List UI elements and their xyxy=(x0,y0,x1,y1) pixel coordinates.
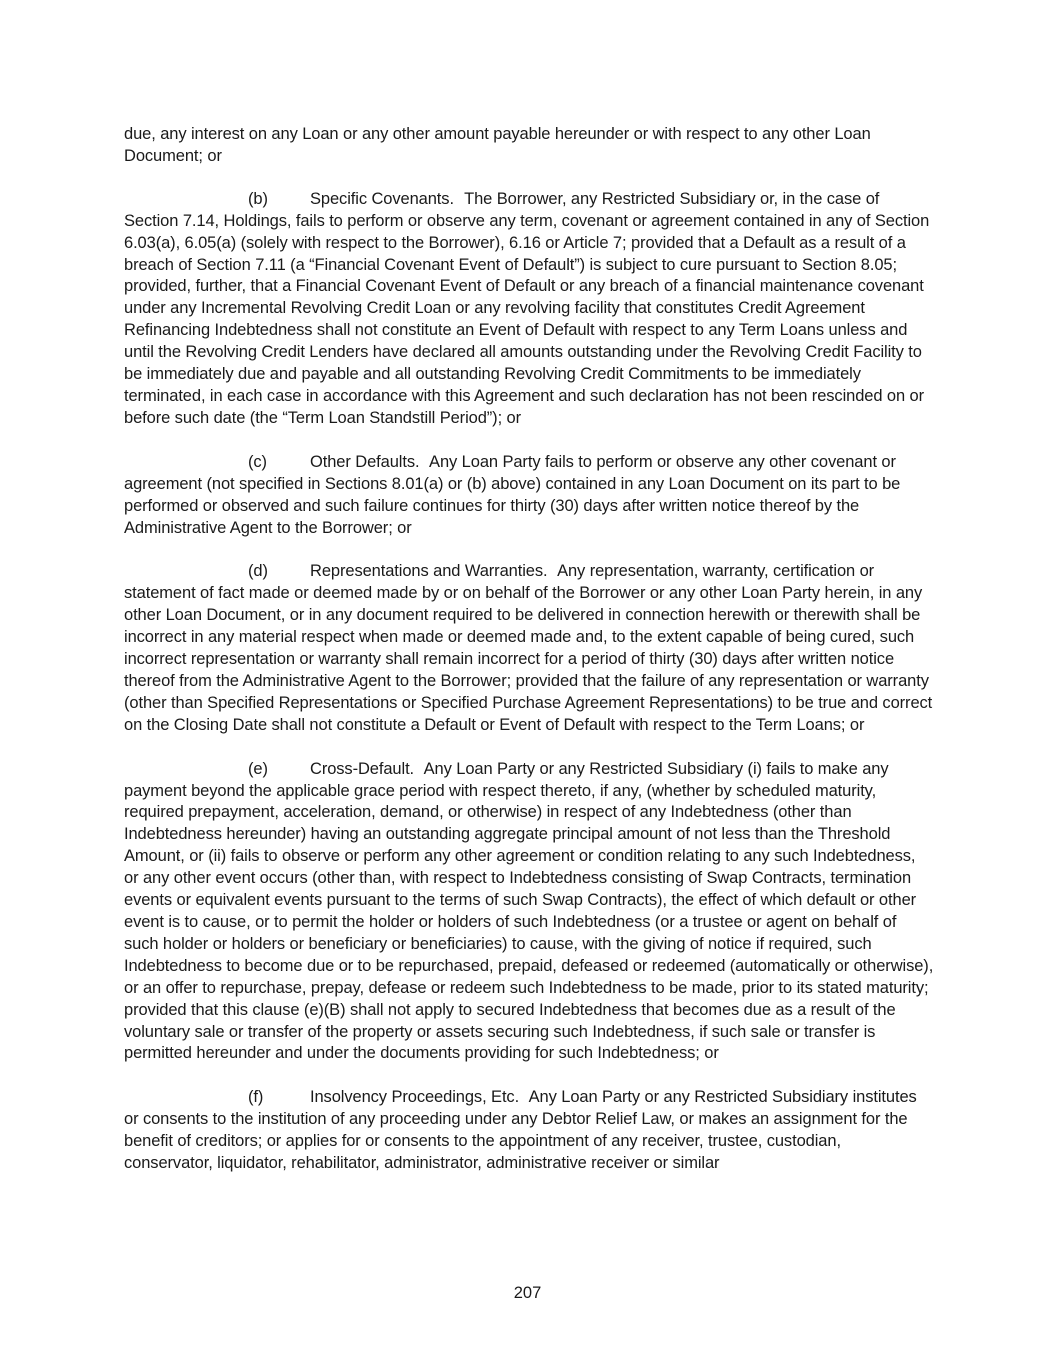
section-text: Any Loan Party fails to perform or observe any other covenant or agreement (not specified in Sections 8.01(a) or (b) above) contained in any Loan Document on its part to be performed or observed and such failure continues for thirty (30) days after written notice thereof by the Administrative Agent to the Borrower; or xyxy=(124,452,901,537)
section-label: (d) xyxy=(248,562,268,581)
section-heading: Other Defaults. xyxy=(310,452,420,471)
section-label: (e) xyxy=(248,759,268,778)
page-number: 207 xyxy=(513,1284,542,1302)
section-d xyxy=(124,561,934,736)
section-text: Any Loan Party or any Restricted Subsidiary institutes or consents to the institution of any proceeding under any Debtor Relief Law, or makes an assignment for the benefit of creditors; or applies for or consents to the appointment of any receiver, trustee, custodian, conservator, liquidator, rehabilitator, administrator, administrative receiver or similar xyxy=(124,1088,917,1173)
section-b xyxy=(124,189,934,430)
section-heading: Specific Covenants. xyxy=(310,189,454,208)
section-label: (c) xyxy=(248,452,267,471)
section-label: (b) xyxy=(248,189,268,208)
section-text: The Borrower, any Restricted Subsidiary or, in the case of Section 7.14, Holdings, fails to perform or observe any term, covenant or agreement contained in any of Section 6.03(a), 6.05(a) (solely with respect to the Borrower), 6.16 or Article 7; provided that a Default as a result of a breach of Section 7.11 (a “Financial Covenant Event of Default”) is subject to cure pursuant to Section 8.05; provided, further, that a Financial Covenant Event of Default or any breach of a financial maintenance covenant under any Incremental Revolving Credit Loan or any revolving facility that constitutes Credit Agreement Refinancing Indebtedness shall not constitute an Event of Default with respect to any Term Loans unless and until the Revolving Credit Lenders have declared all amounts outstanding under the Revolving Credit Facility to be immediately due and payable and all outstanding Revolving Credit Commitments to be immediately terminated, in each case in accordance with this Agreement and such declaration has not been rescinded on or before such date (the “Term Loan Standstill Period”); or xyxy=(124,189,930,427)
page-body xyxy=(124,124,934,1197)
section-heading: Insolvency Proceedings, Etc. xyxy=(310,1088,520,1107)
section-heading: Cross-Default. xyxy=(310,759,415,778)
section-text: Any representation, warranty, certification or statement of fact made or deemed made by or on behalf of the Borrower or any other Loan Party herein, in any other Loan Document, or in any document required to be delivered in connection herewith or therewith shall be incorrect in any material respect when made or deemed made and, to the extent capable of being cured, such incorrect representation or warranty shall remain incorrect for a period of thirty (30) days after written notice thereof from the Administrative Agent to the Borrower; provided that the failure of any representation or warranty (other than Specified Representations or Specified Purchase Agreement Representations) to be true and correct on the Closing Date shall not constitute a Default or Event of Default with respect to the Term Loans; or xyxy=(124,562,933,734)
section-f xyxy=(124,1087,934,1175)
section-label: (f) xyxy=(248,1088,264,1107)
section-text: Any Loan Party or any Restricted Subsidiary (i) fails to make any payment beyond the applicable grace period with respect thereto, if any, (whether by scheduled maturity, required prepayment, acceleration, demand, or otherwise) in respect of any Indebtedness (other than Indebtedness hereunder) having an outstanding aggregate principal amount of not less than the Threshold Amount, or (ii) fails to observe or perform any other agreement or condition relating to any such Indebtedness, or any other event occurs (other than, with respect to Indebtedness consisting of Swap Contracts, termination events or equivalent events pursuant to the terms of such Swap Contracts), the effect of which default or other event is to cause, or to permit the holder or holders of such Indebtedness (or a trustee or agent on behalf of such holder or holders or beneficiary or beneficiaries) to cause, with the giving of notice if required, such Indebtedness to become due or to be repurchased, prepaid, defeased or redeemed (automatically or otherwise), or an offer to repurchase, prepay, defease or redeem such Indebtedness to be made, prior to its stated maturity; provided that this clause (e)(B) shall not apply to secured Indebtedness that becomes due as a result of the voluntary sale or transfer of the property or assets securing such Indebtedness, if such sale or transfer is permitted hereunder and under the documents providing for such Indebtedness; or xyxy=(124,759,934,1063)
section-c xyxy=(124,452,934,540)
continued-paragraph: due, any interest on any Loan or any other amount payable hereunder or with respect to any other Loan Document; or xyxy=(124,125,871,165)
section-e xyxy=(124,759,934,1066)
section-heading: Representations and Warranties. xyxy=(310,562,548,581)
